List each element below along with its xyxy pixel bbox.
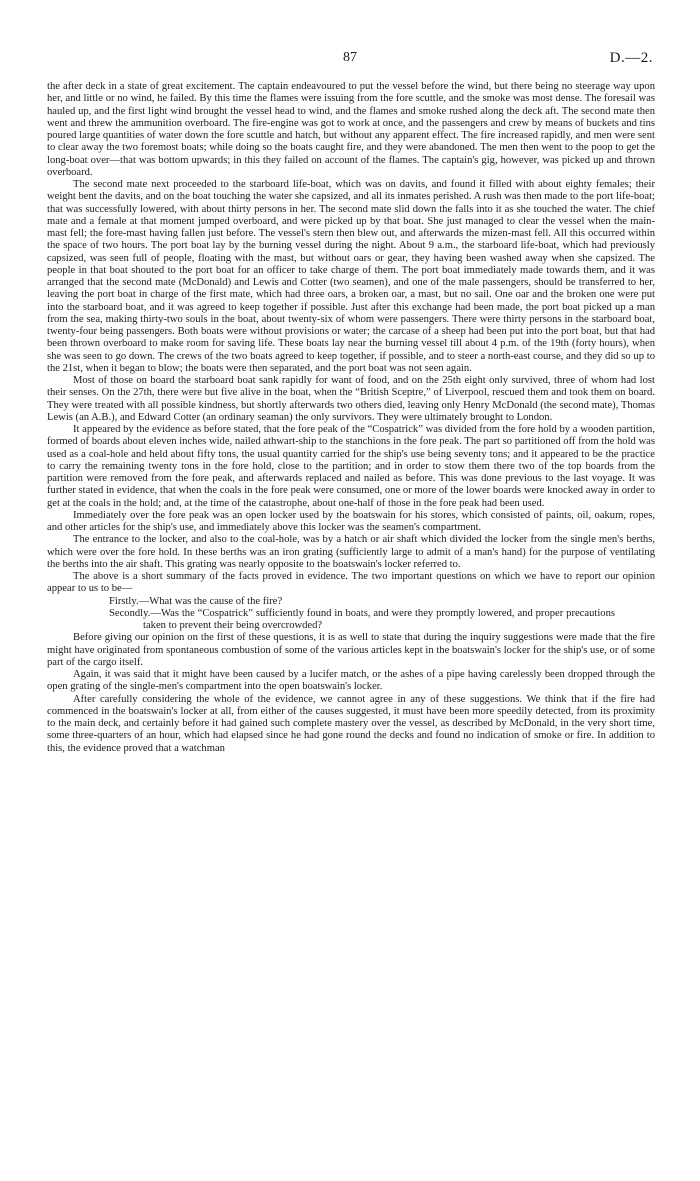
question-first: Firstly.—What was the cause of the fire? [109,595,283,607]
paragraph: After carefully considering the whole of the evidence, we cannot agree in any of these suggestions. We think that if the fire had commenced in the boatswain's locker at all, from either of the causes suggested, it must have been more speedily detected, from its proximity to the main deck, and certainly before it had gained such complete mastery over the vessel, as described by McDonald, in the very short time, some three-quarters of an hour, which had elapsed since he had gone round the decks and found no indication of smoke or fire. In addition to this, the evidence proved that a watchman [47,693,655,754]
paragraph: Again, it was said that it might have been caused by a lucifer match, or the ashes of a pipe having carelessly been dropped through the open grating of the single-men's compartment into the open boatswain's locker. [47,669,655,693]
paragraph: The entrance to the locker, and also to the coal-hole, was by a hatch or air shaft which divided the locker from the single men's berths, which were over the fore hold. In these berths was an iron grating (sufficiently large to admit of a man's hand) for the purpose of ventilating the berths into the air shaft. This grating was nearly opposite to the boatswain's locker referred to. [47,534,655,570]
paragraph: Immediately over the fore peak was an open locker used by the boatswain for his stores, which consisted of paints, oil, oakum, ropes, and other articles for the ship's use, and immediately above this locker was the seamen's compartment. [47,509,655,533]
page-number: 87 [343,50,357,65]
paragraph: The above is a short summary of the facts proved in evidence. The two important questions on which we have to report our opinion appear to us to be— [47,571,655,595]
paragraph: The second mate next proceeded to the starboard life-boat, which was on davits, and found it filled with about eighty females; their weight bent the davits, and on the boat touching the water she capsized, and all its inmates perished. A rush was then made to the port life-boat; that was successfully lowered, with about thirty persons in her. The second mate slid down the falls into it as she touched the water. The chief mate and a female at that moment jumped overboard, and were picked up by that boat. She just managed to clear the vessel when the main-mast fell; the fore-mast having fallen just before. The vessel's stern then blew out, and afterwards the mizen-mast fell. All this occurred within the space of two hours. The port boat lay by the burning vessel during the night. About 9 a.m., the starboard life-boat, which had previously capsized, was seen full of people, floating with the mast, but without oars or gear, they having been washed away when she capsized. The people in that boat shouted to the port boat for an officer to take charge of them. The port boat immediately made towards them, and it was arranged that the second mate (McDonald) and Lewis and Cotter (two seamen), and one of the male passengers, should be transferred to her, leaving the port boat in charge of the first mate, which had three oars, a broken oar, a mast, but no sail. One oar and the broken one were put into the starboard boat, and it was agreed to keep together if possible. Just after this exchange had been made, the port boat picked up a man from the sea, making thirty-two souls in the boat, about twenty-six of whom were passengers. There were thirty persons in the starboard boat, twenty-four being passengers. Both boats were without provisions or water; the carcase of a sheep had been put into the port boat, but that had been thrown overboard to make room for saving life. These boats lay near the burning vessel till about 4 p.m. of the 19th (forty hours), when she was seen to go down. The crews of the two boats agreed to keep together, if possible, and to steer a north-east course, and they did so up to the 21st, when it began to blow; the boats were then separated, and the port boat was not seen again. [47,179,655,374]
paragraph: Before giving our opinion on the first of these questions, it is as well to state that during the inquiry suggestions were made that the fire might have originated from spontaneous combustion of some of the various articles kept in the boatswain's locker for the ship's use, or of some part of the cargo itself. [47,632,655,668]
body-text [47,81,655,755]
page-header [47,50,653,72]
paragraph: It appeared by the evidence as before stated, that the fore peak of the “Cospatrick” was divided from the fore hold by a wooden partition, formed of boards about eleven inches wide, nailed athwart-ship to the stanchions in the fore peak. The part so partitioned off from the hold was used as a coal-hole and held about fifty tons, the usual quantity carried for the ship's use being seventy tons; and it appeared to be the practice to carry the remaining twenty tons in the fore hold, close to the partition; and in order to stow them there two of the top boards from the partition were removed from the fore peak, and afterwards replaced and nailed as before. This was done previous to the last voyage. It was further stated in evidence, that when the coals in the fore peak were consumed, one or more of the lower boards were knocked away in order to get at the coals in the hold; and, at the time of the catastrophe, about one-half of those in the fore peak had been used. [47,424,655,509]
paragraph: the after deck in a state of great excitement. The captain endeavoured to put the vessel before the wind, but there being no steerage way upon her, and little or no wind, he failed. By this time the flames were issuing from the fore scuttle, and the smoke was most dense. The foresail was hauled up, and the first light wind brought the vessel head to wind, and the flames and smoke rushed along the deck aft. The second mate then went and threw the ammunition overboard. The fire-engine was got to work at once, and the passengers and crew by means of buckets and tins poured large quantities of water down the fore scuttle and hatch, but without any apparent effect. The fire increased rapidly, and men were sent to clear away the two foremost boats; while doing so the boats caught fire, and they were abandoned. The men then went to the poop to get the long-boat over—that was bottom upwards; in this they failed on account of the flames. The captain's gig, however, was picked up and thrown overboard. [47,81,655,178]
document-reference: D.—2. [609,50,653,66]
question-second: Secondly.—Was the “Cospatrick” sufficiently found in boats, and were they promptly lowered, and proper precautions taken to prevent their being overcrowded? [109,607,615,631]
paragraph: Most of those on board the starboard boat sank rapidly for want of food, and on the 25th eight only survived, three of whom had lost their senses. On the 27th, there were but five alive in the boat, when the “British Sceptre,” of Liverpool, rescued them and took them on board. They were treated with all possible kindness, but shortly afterwards two others died, leaving only Henry McDonald (the second mate), Thomas Lewis (an A.B.), and Edward Cotter (an ordinary seaman) the only survivors. They were ultimately brought to London. [47,375,655,423]
